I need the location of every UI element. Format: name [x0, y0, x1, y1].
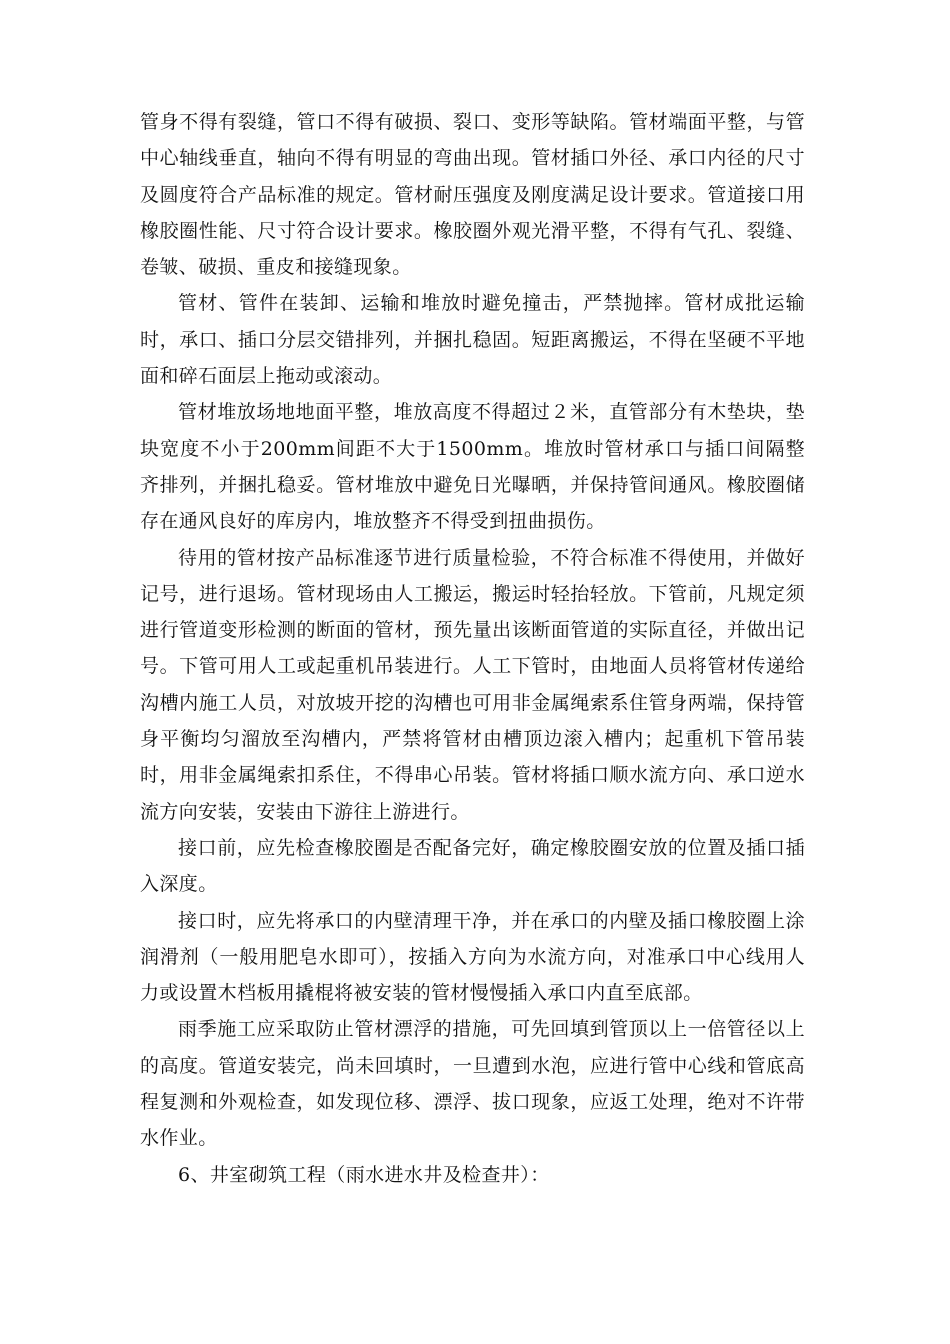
paragraph-joint-check: 接口前，应先检查橡胶圈是否配备完好，确定橡胶圈安放的位置及插口插入深度。	[140, 836, 805, 896]
paragraph-joint-procedure: 接口时，应先将承口的内壁清理干净，并在承口的内壁及插口橡胶圈上涂润滑剂（一般用肥皂水即可），按插入方向为水流方向，对准承口中心线用人力或设置木档板用撬棍将被安装的管材慢慢插入承口内直至底部。	[140, 909, 805, 1005]
paragraph-handling-transport: 管材、管件在装卸、运输和堆放时避免撞击，严禁抛摔。管材成批运输时，承口、插口分层交错排列，并捆扎稳固。短距离搬运，不得在坚硬不平地面和碎石面层上拖动或滚动。	[140, 292, 805, 388]
paragraph-rainy-season: 雨季施工应采取防止管材漂浮的措施，可先回填到管顶以上一倍管径以上的高度。管道安装完，尚未回填时，一旦遭到水泡，应进行管中心线和管底高程复测和外观检查，如发现位移、漂浮、拔口现象，应返工处理，绝对不许带水作业。	[140, 1018, 805, 1150]
document-body	[140, 104, 805, 1193]
section-heading-well-masonry: 6、井室砌筑工程（雨水进水井及检查井）：	[178, 1163, 550, 1186]
paragraph-pipe-quality: 管身不得有裂缝，管口不得有破损、裂口、变形等缺陷。管材端面平整，与管中心轴线垂直，轴向不得有明显的弯曲出现。管材插口外径、承口内径的尺寸及圆度符合产品标准的规定。管材耐压强度及刚度满足设计要求。管道接口用橡胶圈性能、尺寸符合设计要求。橡胶圈外观光滑平整，不得有气孔、裂缝、卷皱、破损、重皮和接缝现象。	[140, 111, 805, 279]
paragraph-inspection-lowering: 待用的管材按产品标准逐节进行质量检验，不符合标准不得使用，并做好记号，进行退场。管材现场由人工搬运，搬运时轻抬轻放。下管前，凡规定须进行管道变形检测的断面的管材，预先量出该断面管道的实际直径，并做出记号。下管可用人工或起重机吊装进行。人工下管时，由地面人员将管材传递给沟槽内施工人员，对放坡开挖的沟槽也可用非金属绳索系住管身两端，保持管身平衡均匀溜放至沟槽内，严禁将管材由槽顶边滚入槽内；起重机下管吊装时，用非金属绳索扣系住，不得串心吊装。管材将插口顺水流方向、承口逆水流方向安装，安装由下游往上游进行。	[140, 546, 805, 823]
paragraph-storage: 管材堆放场地地面平整，堆放高度不得超过２米，直管部分有木垫块，垫块宽度不小于200mm间距不大于1500mm。堆放时管材承口与插口间隔整齐排列，并捆扎稳妥。管材堆放中避免日光曝晒，并保持管间通风。橡胶圈储存在通风良好的库房内，堆放整齐不得受到扭曲损伤。	[140, 401, 805, 533]
